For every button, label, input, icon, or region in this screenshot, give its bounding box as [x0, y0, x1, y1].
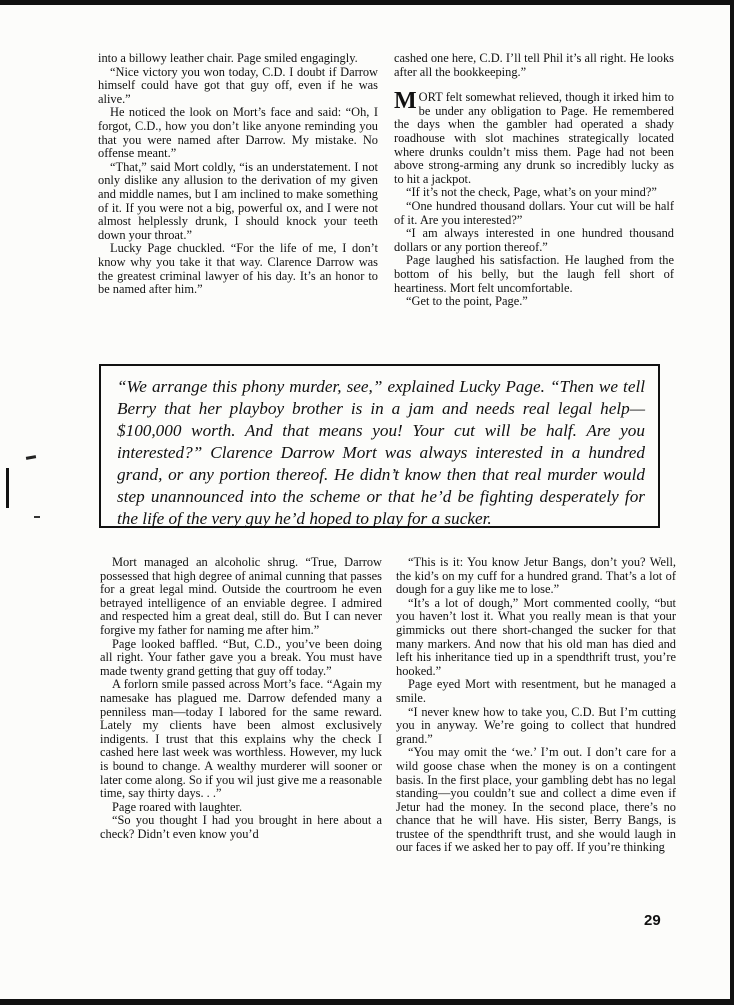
paragraph: “This is it: You know Jetur Bangs, don’t you? Well, the kid’s on my cuff for a hundred grand. That’s a lot of dough for a guy like me to lose.”: [396, 555, 676, 597]
paragraph: “I am always interested in one hundred thousand dollars or any portion thereof.”: [394, 226, 674, 254]
scan-margin-dash: [26, 455, 36, 460]
paragraph: into a billowy leather chair. Page smiled engagingly.: [98, 51, 358, 65]
paragraph: “If it’s not the check, Page, what’s on your mind?”: [406, 185, 657, 200]
paragraph: “So you thought I had you brought in here about a check? Didn’t even know you’d: [100, 813, 382, 841]
paragraph: Page eyed Mort with resentment, but he managed a smile.: [396, 677, 676, 705]
paragraph: cashed one here, C.D. I’ll tell Phil it’s all right. He looks after all the bookkeeping.”: [394, 51, 674, 79]
paragraph-text: ORT felt somewhat relieved, though it irked him to be under any obligation to Page. He remembered the days when the gambler had operated a shady roadhouse with slot machines strategically located where drunks couldn’t miss them. Page had not been above strong-arming any drunk so incredibly lucky as to hit a jackpot.: [394, 90, 674, 186]
paragraph: Page laughed his satisfaction. He laughed from the bottom of his belly, but the laugh fell short of heartiness. Mort felt uncomfortable.: [394, 253, 674, 295]
paragraph: “Get to the point, Page.”: [406, 294, 528, 309]
column-bottom-right: [396, 556, 676, 855]
paragraph: “One hundred thousand dollars. Your cut will be half of it. Are you interested?”: [394, 198, 674, 227]
drop-cap: M: [394, 88, 417, 115]
column-top-left: [98, 52, 378, 297]
scan-margin-mark: [6, 468, 9, 508]
page-number: 29: [644, 912, 661, 929]
paragraph: “Nice victory you won today, C.D. I doubt if Darrow himself could have got that guy off, even if he was alive.”: [98, 64, 378, 106]
paragraph: He noticed the look on Mort’s face and said: “Oh, I forgot, C.D., how you don’t like anyone reminding you that you were named after Darrow. My mistake. No offense meant.”: [98, 105, 378, 161]
scan-margin-dash-small: [34, 516, 40, 518]
scan-edge-top: [0, 0, 734, 5]
paragraph: Mort managed an alcoholic shrug. “True, Darrow possessed that high degree of animal cunning that passes for a great legal mind. Outside the courtroom he even betrayed intelligence of an enviable degree. I admired and respected him a great deal, still do. But I can never forgive my father for naming me after him.”: [100, 555, 382, 637]
paragraph: “You may omit the ‘we.’ I’m out. I don’t care for a wild goose chase when the money is on a contingent basis. In the first place, your gambling debt has no legal standing—you couldn’t sue and collect a dime even if Jetur had the money. In the second place, there’s no chance that he will have. His sister, Berry Bangs, is trustee of the spendthrift trust, and she would laugh in our faces if we asked her to pay off. If you’re thinking: [396, 745, 676, 855]
pull-quote-text: “We arrange this phony murder, see,” explained Lucky Page. “Then we tell Berry that her playboy brother is in a jam and needs real legal help—$100,000 worth. And that means you! Your cut will be half. Are you interested?” Clarence Darrow Mort was always interested in a hundred grand, or any portion thereof. He didn’t know then that real murder would step unannounced into the scheme or that he’d be fighting desperately for the life of the very guy he’d hoped to play for a sucker.: [117, 377, 645, 528]
paragraph: “It’s a lot of dough,” Mort commented coolly, “but you haven’t lost it. What you really mean is that your gimmicks out there short-changed the sucker for that many markers. And now that his old man has died and left his inheritance tied up in a spendthrift trust, you’re hooked.”: [396, 595, 676, 678]
paragraph: Page roared with laughter.: [112, 799, 243, 814]
paragraph-dropcap: [394, 88, 674, 186]
scan-edge-right: [730, 0, 734, 1005]
pull-quote-box: [99, 364, 660, 528]
paragraph: “That,” said Mort coldly, “is an understatement. I not only dislike any allusion to the derivation of my given and middle names, but I am inclined to make something of it. If you were not a big, powerful ox, and I were not almost helplessly drunk, I should knock your teeth down your throat.”: [98, 159, 378, 242]
column-bottom-left: [100, 556, 382, 841]
paragraph: A forlorn smile passed across Mort’s face. “Again my namesake has plagued me. Darrow defended many a penniless man—today I labored for the same reward. Lately my clients have been almost exclusively indigents. I trust that this explains why the check I cashed here last week was worthless. However, my luck is bound to change. A wealthy murderer will sooner or later come along. So if you wil just give me a reasonable time, say thirty days. . .”: [100, 677, 382, 801]
column-top-right: [394, 52, 674, 309]
paragraph: “I never knew how to take you, C.D. But I’m cutting you in anyway. We’re going to collect that hundred grand.”: [396, 704, 676, 746]
paragraph: Lucky Page chuckled. “For the life of me, I don’t know why you take it that way. Clarence Darrow was the greatest criminal lawyer of his day. It’s an honor to be named after him.”: [98, 241, 378, 297]
paragraph: Page looked baffled. “But, C.D., you’ve been doing all right. Your father gave you a break. You must have made twenty grand getting that guy off today.”: [100, 636, 382, 678]
scan-edge-bottom: [0, 999, 734, 1005]
